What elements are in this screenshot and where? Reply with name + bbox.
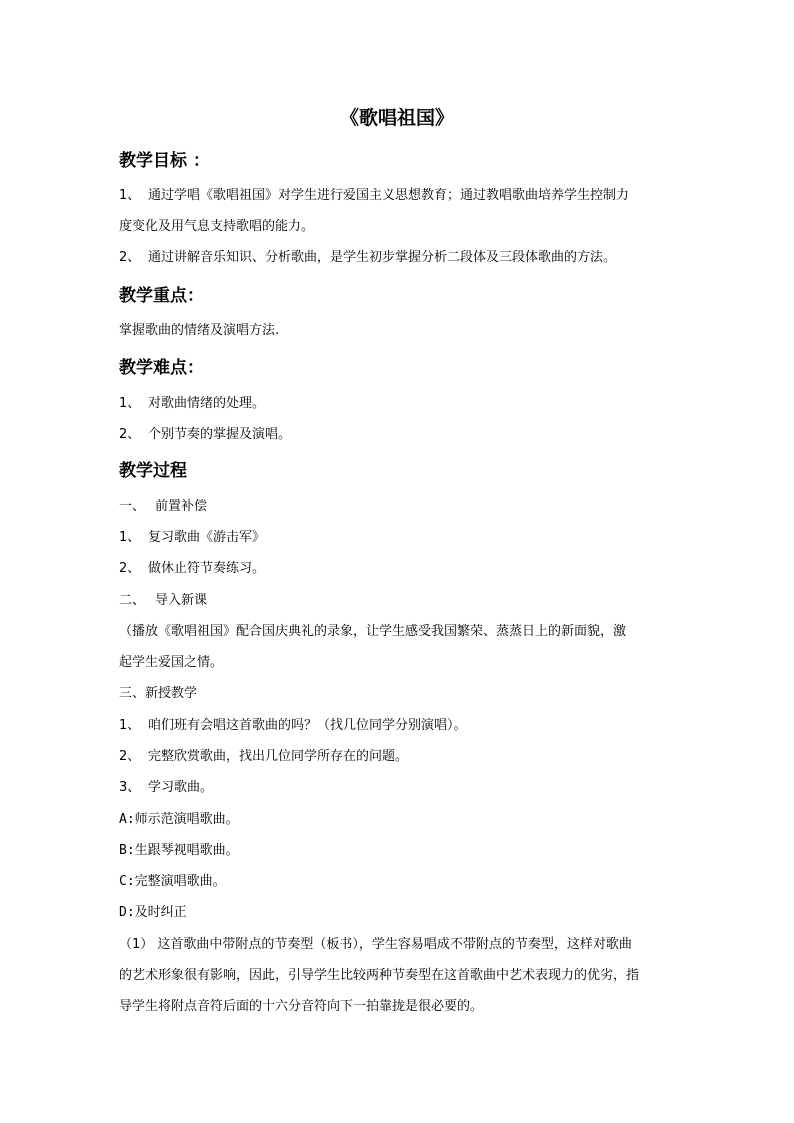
part3-item-1-text: 咱们班有会唱这首歌曲的吗？（找几位同学分别演唱）。 [148, 718, 467, 733]
step-a [119, 812, 679, 828]
goals-heading: 教学目标 ： [119, 151, 210, 171]
step-c [119, 874, 679, 890]
part2-label: 二、 [119, 593, 146, 608]
part2-text-line-1: （播放《歌唱祖国》配合国庆典礼的录象，让学生感受我国繁荣、蒸蒸日上的新面貌，激 [119, 624, 627, 639]
goal-item-1-line-1 [119, 188, 679, 204]
step-c-text: 完整演唱歌曲。 [134, 874, 226, 889]
step-d-text: 及时纠正 [134, 905, 187, 920]
difficulty-item-2-number: 2、 [119, 427, 141, 442]
note-line-3: 导学生将附点音符后面的十六分音符向下一拍靠拢是很必要的。 [119, 999, 484, 1014]
part2-text-line-2: 起学生爱国之情。 [119, 655, 224, 670]
part3-item-3-number: 3、 [119, 780, 141, 795]
key-points-text: 掌握歌曲的情绪及演唱方法. [119, 323, 280, 338]
part1-title-line [119, 499, 679, 515]
document-title: 《歌唱祖国》 [339, 107, 454, 129]
goal-item-2-text: 通过讲解音乐知识、分析歌曲，是学生初步掌握分析二段体及三段体歌曲的方法。 [148, 250, 617, 265]
part2-title-line [119, 593, 679, 609]
part3-item-2-number: 2、 [119, 749, 141, 764]
goal-item-1-line-2: 度变化及用气息支持歌唱的能力。 [119, 219, 315, 234]
step-a-text: 师示范演唱歌曲。 [134, 812, 239, 827]
part1-item-1-text: 复习歌曲《游击军》 [148, 530, 266, 545]
step-b-text: 生跟琴视唱歌曲。 [134, 843, 239, 858]
part1-item-1 [119, 530, 679, 546]
step-c-label: C: [119, 874, 135, 889]
part1-title: 前置补偿 [155, 499, 208, 514]
part3-item-2 [119, 749, 679, 765]
part1-label: 一、 [119, 499, 146, 514]
step-a-label: A: [119, 812, 135, 827]
note-line-2: 的艺术形象很有影响，因此，引导学生比较两种节奏型在这首歌曲中艺术表现力的优劣，指 [119, 968, 640, 983]
note-line-1: （1） 这首歌曲中带附点的节奏型（板书），学生容易唱成不带附点的节奏型，这样对歌曲 [119, 937, 632, 952]
step-d-label: D: [119, 905, 135, 920]
key-points-heading: 教学重点： [119, 286, 204, 306]
process-heading: 教学过程 [119, 461, 187, 481]
part3-item-1 [119, 718, 679, 734]
difficulty-item-2 [119, 427, 679, 443]
step-b-label: B: [119, 843, 135, 858]
part1-item-2-text: 做休止符节奏练习。 [148, 561, 266, 576]
part1-item-2 [119, 561, 679, 577]
difficulty-item-1-text: 对歌曲情绪的处理。 [148, 396, 266, 411]
part1-item-1-number: 1、 [119, 530, 141, 545]
part3-item-3-text: 学习歌曲。 [148, 780, 214, 795]
part3-item-2-text: 完整欣赏歌曲，找出几位同学所存在的问题。 [148, 749, 409, 764]
step-d [119, 905, 679, 921]
difficulty-item-1 [119, 396, 679, 412]
difficulty-item-1-number: 1、 [119, 396, 141, 411]
part3-item-1-number: 1、 [119, 718, 141, 733]
step-b [119, 843, 679, 859]
part2-title: 导入新课 [155, 593, 208, 608]
goal-item-1-text: 通过学唱《歌唱祖国》对学生进行爱国主义思想教育；通过教唱歌曲培养学生控制力 [148, 188, 630, 203]
goal-item-2 [119, 250, 679, 266]
part3-item-3 [119, 780, 679, 796]
difficulties-heading: 教学难点： [119, 358, 204, 378]
part3-title: 三、新授教学 [119, 686, 198, 701]
part1-item-2-number: 2、 [119, 561, 141, 576]
goal-item-1-number: 1、 [119, 188, 141, 203]
goal-item-2-number: 2、 [119, 250, 141, 265]
difficulty-item-2-text: 个别节奏的掌握及演唱。 [148, 427, 292, 442]
